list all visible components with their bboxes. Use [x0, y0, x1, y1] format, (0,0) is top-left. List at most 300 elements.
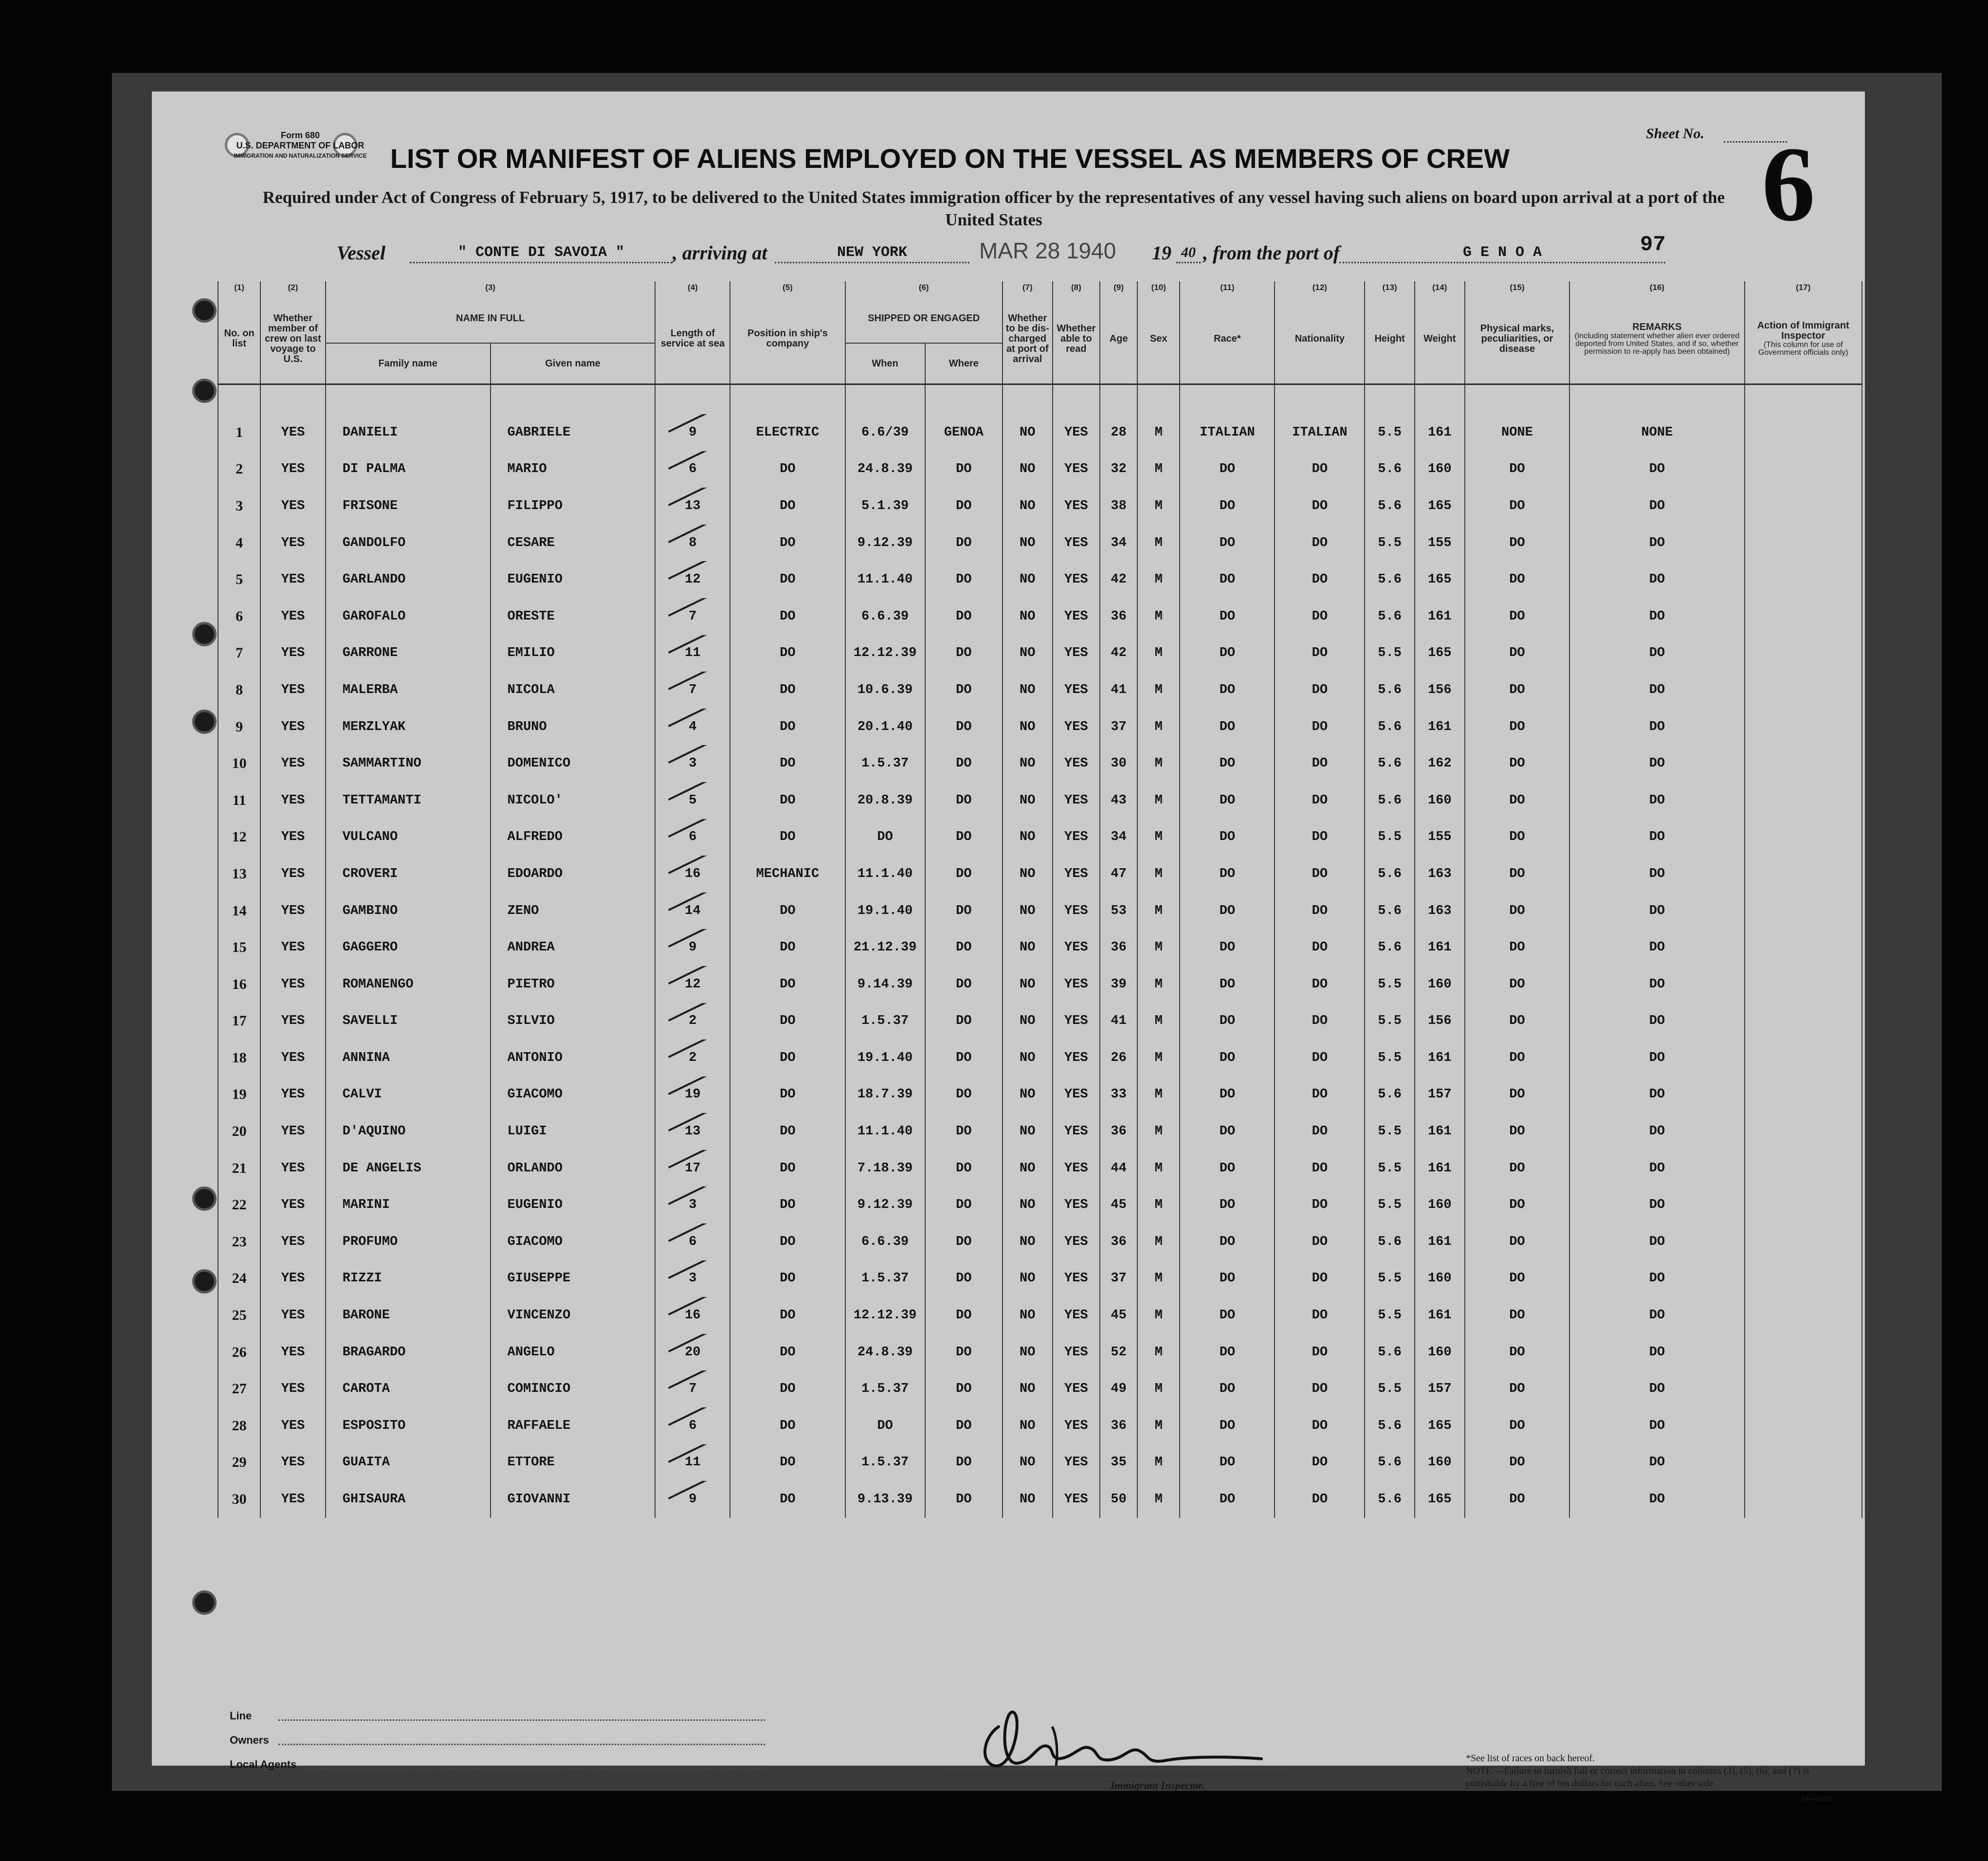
binder-hole	[192, 1269, 217, 1294]
cell-race: DO	[1180, 488, 1275, 525]
cell-age: 36	[1100, 598, 1137, 635]
cell-race: DO	[1180, 1113, 1275, 1150]
cell-action	[1745, 451, 1862, 488]
cell-no: 6	[218, 598, 260, 635]
cell-family-name: CAROTA	[326, 1370, 491, 1407]
cell-member: YES	[260, 893, 325, 930]
cell-age: 45	[1100, 1297, 1137, 1334]
cell-remarks: DO	[1569, 1334, 1744, 1371]
cell-member: YES	[260, 414, 325, 451]
cell-age: 28	[1100, 414, 1137, 451]
cell-when: 20.8.39	[845, 782, 925, 819]
cell-when: DO	[845, 819, 925, 856]
cell-no: 5	[218, 561, 260, 598]
check-mark	[668, 929, 709, 948]
form-number: Form 680 U.S. DEPARTMENT OF LABOR IMMIGRATION AND NATURALIZATION SERVICE	[234, 130, 367, 159]
cell-family-name: DE ANGELIS	[326, 1150, 491, 1187]
cell-given-name: RAFFAELE	[491, 1407, 656, 1444]
table-row	[218, 635, 1862, 672]
table-row	[218, 819, 1862, 856]
cell-nationality: DO	[1275, 819, 1365, 856]
column-number: (15)	[1465, 281, 1570, 294]
cell-position: DO	[730, 635, 845, 672]
cell-marks: DO	[1465, 525, 1570, 562]
cell-when: 9.12.39	[845, 1186, 925, 1223]
col-age: Age	[1100, 294, 1137, 384]
cell-discharged: NO	[1003, 451, 1053, 488]
cell-height: 5.6	[1365, 1334, 1415, 1371]
cell-race: DO	[1180, 1003, 1275, 1040]
col-family-name: Family name	[326, 343, 491, 384]
arriving-port: NEW YORK	[775, 244, 969, 263]
cell-service: 13	[655, 1113, 730, 1150]
from-port: G E N O A	[1339, 244, 1665, 263]
cell-marks: DO	[1465, 1260, 1570, 1297]
column-number: (8)	[1053, 281, 1100, 294]
cell-member: YES	[260, 1150, 325, 1187]
owners-field	[278, 1744, 765, 1745]
cell-action	[1745, 893, 1862, 930]
cell-race: DO	[1180, 819, 1275, 856]
cell-read: YES	[1053, 1297, 1100, 1334]
cell-where: DO	[925, 819, 1003, 856]
cell-member: YES	[260, 1297, 325, 1334]
cell-age: 34	[1100, 819, 1137, 856]
cell-when: 6.6.39	[845, 598, 925, 635]
cell-position: DO	[730, 819, 845, 856]
date-stamp: MAR 28 1940	[979, 238, 1116, 263]
cell-no: 30	[218, 1481, 260, 1518]
cell-marks: DO	[1465, 1334, 1570, 1371]
cell-no: 11	[218, 782, 260, 819]
cell-position: DO	[730, 1481, 845, 1518]
cell-nationality: DO	[1275, 893, 1365, 930]
cell-discharged: NO	[1003, 1150, 1053, 1187]
cell-read: YES	[1053, 856, 1100, 893]
cell-age: 38	[1100, 488, 1137, 525]
footnote-races: *See list of races on back hereof.	[1466, 1753, 1595, 1764]
cell-marks: DO	[1465, 598, 1570, 635]
cell-height: 5.5	[1365, 1260, 1415, 1297]
cell-weight: 156	[1415, 672, 1465, 709]
cell-service: 3	[655, 1186, 730, 1223]
cell-service: 7	[655, 672, 730, 709]
check-mark	[668, 525, 709, 543]
table-body	[218, 384, 1862, 1518]
cell-given-name: DOMENICO	[491, 745, 656, 782]
cell-when: 7.18.39	[845, 1150, 925, 1187]
cell-family-name: DANIELI	[326, 414, 491, 451]
cell-member: YES	[260, 1040, 325, 1076]
cell-height: 5.5	[1365, 525, 1415, 562]
cell-race: DO	[1180, 1040, 1275, 1076]
cell-when: 1.5.37	[845, 745, 925, 782]
remarks-note: (Including statement whether alien ever ordered deported from United States, and if so, whether permission to re-apply has been obtained)	[1574, 331, 1740, 356]
cell-position: ELECTRIC	[730, 414, 845, 451]
cell-action	[1745, 1444, 1862, 1481]
check-mark	[668, 966, 709, 985]
table-row	[218, 525, 1862, 562]
column-number: (16)	[1569, 281, 1744, 294]
cell-action	[1745, 819, 1862, 856]
cell-when: 19.1.40	[845, 1040, 925, 1076]
cell-weight: 162	[1415, 745, 1465, 782]
cell-discharged: NO	[1003, 1407, 1053, 1444]
cell-service: 13	[655, 488, 730, 525]
col-name-in-full: NAME IN FULL	[326, 294, 656, 343]
cell-height: 5.5	[1365, 819, 1415, 856]
cell-weight: 165	[1415, 1481, 1465, 1518]
cell-member: YES	[260, 1370, 325, 1407]
cell-no: 24	[218, 1260, 260, 1297]
cell-when: 24.8.39	[845, 1334, 925, 1371]
table-row	[218, 1481, 1862, 1518]
cell-sex: M	[1137, 929, 1180, 966]
cell-weight: 161	[1415, 1113, 1465, 1150]
check-mark	[668, 745, 709, 764]
cell-age: 32	[1100, 451, 1137, 488]
cell-remarks: DO	[1569, 1481, 1744, 1518]
table-row	[218, 966, 1862, 1003]
cell-sex: M	[1137, 598, 1180, 635]
cell-race: DO	[1180, 1223, 1275, 1260]
cell-race: ITALIAN	[1180, 414, 1275, 451]
cell-height: 5.6	[1365, 561, 1415, 598]
cell-height: 5.6	[1365, 598, 1415, 635]
cell-when: 18.7.39	[845, 1076, 925, 1113]
cell-family-name: ROMANENGO	[326, 966, 491, 1003]
column-number: (1)	[218, 281, 260, 294]
cell-marks: DO	[1465, 1407, 1570, 1444]
cell-weight: 161	[1415, 929, 1465, 966]
cell-read: YES	[1053, 709, 1100, 746]
cell-remarks: DO	[1569, 1040, 1744, 1076]
cell-weight: 163	[1415, 893, 1465, 930]
cell-height: 5.5	[1365, 1113, 1415, 1150]
check-mark	[668, 1223, 709, 1242]
cell-weight: 160	[1415, 966, 1465, 1003]
cell-family-name: MALERBA	[326, 672, 491, 709]
column-number: (13)	[1365, 281, 1415, 294]
cell-where: DO	[925, 1113, 1003, 1150]
cell-marks: DO	[1465, 1223, 1570, 1260]
cell-height: 5.6	[1365, 488, 1415, 525]
check-mark	[668, 709, 709, 727]
cell-member: YES	[260, 1407, 325, 1444]
cell-height: 5.5	[1365, 1003, 1415, 1040]
cell-action	[1745, 1297, 1862, 1334]
cell-nationality: DO	[1275, 561, 1365, 598]
cell-service: 16	[655, 856, 730, 893]
cell-nationality: DO	[1275, 782, 1365, 819]
cell-race: DO	[1180, 525, 1275, 562]
cell-no: 1	[218, 414, 260, 451]
cell-when: 10.6.39	[845, 672, 925, 709]
cell-family-name: GUAITA	[326, 1444, 491, 1481]
cell-action	[1745, 1040, 1862, 1076]
cell-no: 27	[218, 1370, 260, 1407]
cell-position: DO	[730, 451, 845, 488]
cell-action	[1745, 1223, 1862, 1260]
cell-service: 16	[655, 1297, 730, 1334]
cell-position: DO	[730, 782, 845, 819]
cell-family-name: CALVI	[326, 1076, 491, 1113]
cell-age: 44	[1100, 1150, 1137, 1187]
year-prefix: 19	[1152, 242, 1171, 264]
cell-remarks: DO	[1569, 929, 1744, 966]
cell-height: 5.5	[1365, 1186, 1415, 1223]
cell-read: YES	[1053, 1481, 1100, 1518]
cell-given-name: ORESTE	[491, 598, 656, 635]
cell-age: 50	[1100, 1481, 1137, 1518]
cell-age: 37	[1100, 709, 1137, 746]
cell-height: 5.6	[1365, 672, 1415, 709]
check-mark	[668, 561, 709, 580]
cell-given-name: GIUSEPPE	[491, 1260, 656, 1297]
cell-remarks: DO	[1569, 1113, 1744, 1150]
cell-discharged: NO	[1003, 966, 1053, 1003]
cell-service: 11	[655, 1444, 730, 1481]
cell-weight: 160	[1415, 1334, 1465, 1371]
cell-action	[1745, 1370, 1862, 1407]
cell-race: DO	[1180, 635, 1275, 672]
col-sex: Sex	[1137, 294, 1180, 384]
cell-given-name: GIACOMO	[491, 1076, 656, 1113]
cell-age: 42	[1100, 561, 1137, 598]
local-agents-label: Local Agents	[230, 1758, 297, 1770]
cell-action	[1745, 598, 1862, 635]
col-physical-marks: Physical marks, peculiarities, or disease	[1465, 294, 1570, 384]
cell-remarks: DO	[1569, 451, 1744, 488]
footnote-penalty: NOTE.—Failure to furnish full or correct information in columns (3), (5), (6), and (7) is punishable by a fine of ten dollars for each alien. See other side.	[1466, 1766, 1809, 1789]
cell-service: 8	[655, 525, 730, 562]
cell-where: DO	[925, 1370, 1003, 1407]
cell-discharged: NO	[1003, 1223, 1053, 1260]
cell-race: DO	[1180, 1260, 1275, 1297]
cell-remarks: DO	[1569, 1150, 1744, 1187]
cell-nationality: DO	[1275, 1223, 1365, 1260]
cell-where: DO	[925, 1150, 1003, 1187]
page-title: LIST OR MANIFEST OF ALIENS EMPLOYED ON THE VESSEL AS MEMBERS OF CREW	[390, 143, 1510, 174]
cell-member: YES	[260, 1260, 325, 1297]
table-row	[218, 1223, 1862, 1260]
cell-no: 28	[218, 1407, 260, 1444]
cell-where: DO	[925, 1040, 1003, 1076]
cell-member: YES	[260, 929, 325, 966]
cell-no: 20	[218, 1113, 260, 1150]
cell-height: 5.5	[1365, 1370, 1415, 1407]
cell-action	[1745, 929, 1862, 966]
check-mark	[668, 1186, 709, 1205]
cell-where: GENOA	[925, 414, 1003, 451]
cell-nationality: DO	[1275, 1076, 1365, 1113]
cell-age: 26	[1100, 1040, 1137, 1076]
cell-sex: M	[1137, 819, 1180, 856]
cell-nationality: DO	[1275, 488, 1365, 525]
cell-service: 9	[655, 414, 730, 451]
cell-age: 49	[1100, 1370, 1137, 1407]
cell-position: DO	[730, 893, 845, 930]
cell-position: DO	[730, 525, 845, 562]
cell-family-name: VULCANO	[326, 819, 491, 856]
table-row	[218, 893, 1862, 930]
cell-no: 21	[218, 1150, 260, 1187]
cell-action	[1745, 525, 1862, 562]
cell-discharged: NO	[1003, 635, 1053, 672]
cell-member: YES	[260, 966, 325, 1003]
table-row	[218, 782, 1862, 819]
cell-family-name: SAMMARTINO	[326, 745, 491, 782]
cell-read: YES	[1053, 451, 1100, 488]
cell-remarks: DO	[1569, 1370, 1744, 1407]
inspector-signature	[930, 1697, 1339, 1775]
cell-action	[1745, 1260, 1862, 1297]
cell-nationality: DO	[1275, 856, 1365, 893]
table-row	[218, 451, 1862, 488]
cell-marks: DO	[1465, 1076, 1570, 1113]
cell-where: DO	[925, 451, 1003, 488]
cell-action	[1745, 709, 1862, 746]
cell-nationality: DO	[1275, 929, 1365, 966]
cell-race: DO	[1180, 1076, 1275, 1113]
cell-nationality: DO	[1275, 1150, 1365, 1187]
cell-when: 1.5.37	[845, 1260, 925, 1297]
cell-height: 5.6	[1365, 1223, 1415, 1260]
cell-read: YES	[1053, 782, 1100, 819]
cell-age: 36	[1100, 1407, 1137, 1444]
col-nationality: Nationality	[1275, 294, 1365, 384]
cell-weight: 165	[1415, 561, 1465, 598]
cell-given-name: BRUNO	[491, 709, 656, 746]
check-mark	[668, 1113, 709, 1131]
cell-member: YES	[260, 1186, 325, 1223]
table-row	[218, 1076, 1862, 1113]
cell-position: DO	[730, 1297, 845, 1334]
cell-race: DO	[1180, 782, 1275, 819]
cell-height: 5.5	[1365, 1297, 1415, 1334]
cell-where: DO	[925, 745, 1003, 782]
cell-sex: M	[1137, 966, 1180, 1003]
cell-no: 29	[218, 1444, 260, 1481]
col-action	[1745, 294, 1862, 384]
cell-where: DO	[925, 1223, 1003, 1260]
from-label: , from the port of	[1203, 242, 1340, 264]
cell-height: 5.6	[1365, 745, 1415, 782]
cell-age: 53	[1100, 893, 1137, 930]
cell-family-name: CROVERI	[326, 856, 491, 893]
cell-no: 10	[218, 745, 260, 782]
cell-sex: M	[1137, 488, 1180, 525]
cell-age: 47	[1100, 856, 1137, 893]
cell-action	[1745, 1150, 1862, 1187]
cell-family-name: GAGGERO	[326, 929, 491, 966]
cell-given-name: LUIGI	[491, 1113, 656, 1150]
cell-where: DO	[925, 1334, 1003, 1371]
cell-sex: M	[1137, 525, 1180, 562]
header-spacer-row	[218, 384, 1862, 415]
vessel-label: Vessel	[337, 242, 385, 264]
cell-family-name: FRISONE	[326, 488, 491, 525]
cell-family-name: BRAGARDO	[326, 1334, 491, 1371]
cell-remarks: DO	[1569, 1297, 1744, 1334]
cell-age: 41	[1100, 672, 1137, 709]
cell-no: 19	[218, 1076, 260, 1113]
line-label: Line	[230, 1710, 252, 1722]
cell-discharged: NO	[1003, 1481, 1053, 1518]
cell-read: YES	[1053, 635, 1100, 672]
cell-family-name: GANDOLFO	[326, 525, 491, 562]
manifest-sheet	[152, 91, 1865, 1803]
cell-read: YES	[1053, 414, 1100, 451]
cell-given-name: PIETRO	[491, 966, 656, 1003]
check-mark	[668, 598, 709, 617]
cell-race: DO	[1180, 929, 1275, 966]
cell-where: DO	[925, 1076, 1003, 1113]
column-number: (14)	[1415, 281, 1465, 294]
signature-label: Immigrant Inspector.	[1111, 1779, 1205, 1791]
cell-read: YES	[1053, 1076, 1100, 1113]
cell-age: 36	[1100, 1223, 1137, 1260]
cell-age: 33	[1100, 1076, 1137, 1113]
cell-weight: 165	[1415, 488, 1465, 525]
cell-remarks: DO	[1569, 635, 1744, 672]
cell-family-name: GAROFALO	[326, 598, 491, 635]
cell-sex: M	[1137, 451, 1180, 488]
cell-marks: DO	[1465, 1040, 1570, 1076]
cell-no: 8	[218, 672, 260, 709]
cell-discharged: NO	[1003, 819, 1053, 856]
cell-no: 7	[218, 635, 260, 672]
cell-nationality: DO	[1275, 451, 1365, 488]
table-row	[218, 1334, 1862, 1371]
cell-weight: 161	[1415, 598, 1465, 635]
binder-hole	[192, 298, 217, 323]
cell-when: 1.5.37	[845, 1370, 925, 1407]
binder-hole	[192, 1590, 217, 1615]
cell-where: DO	[925, 561, 1003, 598]
cell-member: YES	[260, 525, 325, 562]
cell-remarks: DO	[1569, 1003, 1744, 1040]
cell-service: 12	[655, 561, 730, 598]
cell-discharged: NO	[1003, 1297, 1053, 1334]
cell-position: DO	[730, 966, 845, 1003]
cell-given-name: EDOARDO	[491, 856, 656, 893]
column-number: (7)	[1003, 281, 1053, 294]
cell-position: DO	[730, 598, 845, 635]
cell-position: DO	[730, 1334, 845, 1371]
cell-position: DO	[730, 561, 845, 598]
cell-weight: 157	[1415, 1370, 1465, 1407]
cell-when: 11.1.40	[845, 1113, 925, 1150]
cell-when: 11.1.40	[845, 561, 925, 598]
cell-discharged: NO	[1003, 1076, 1053, 1113]
cell-given-name: NICOLO'	[491, 782, 656, 819]
cell-height: 5.6	[1365, 1481, 1415, 1518]
cell-marks: DO	[1465, 1444, 1570, 1481]
cell-position: DO	[730, 1444, 845, 1481]
cell-when: 20.1.40	[845, 709, 925, 746]
cell-race: DO	[1180, 1444, 1275, 1481]
cell-position: DO	[730, 1150, 845, 1187]
cell-discharged: NO	[1003, 929, 1053, 966]
cell-read: YES	[1053, 1407, 1100, 1444]
cell-family-name: MARINI	[326, 1186, 491, 1223]
cell-marks: DO	[1465, 966, 1570, 1003]
cell-given-name: NICOLA	[491, 672, 656, 709]
cell-service: 19	[655, 1076, 730, 1113]
cell-age: 39	[1100, 966, 1137, 1003]
cell-age: 52	[1100, 1334, 1137, 1371]
